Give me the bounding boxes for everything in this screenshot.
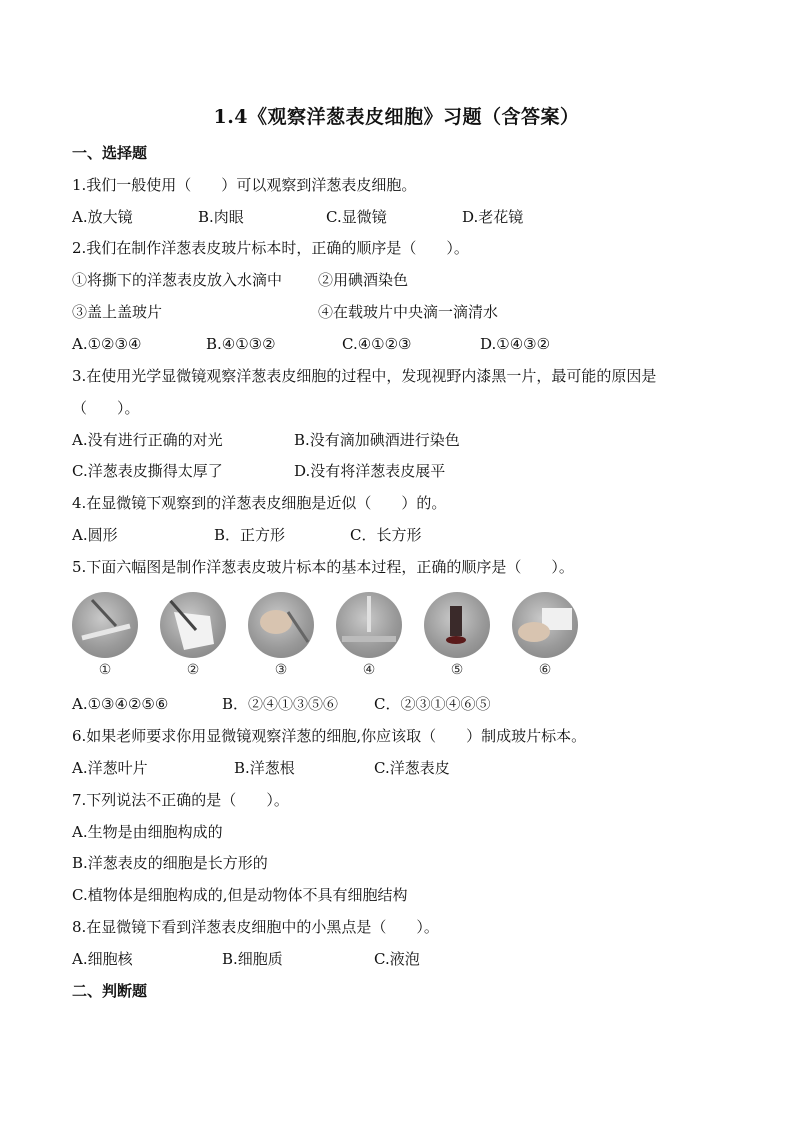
q2-option-a: A.①②③④: [72, 335, 142, 353]
q1-option-d: D.老花镜: [462, 208, 524, 226]
question-3-stem: 3.在使用光学显微镜观察洋葱表皮细胞的过程中，发现视野内漆黑一片，最可能的原因是: [72, 367, 657, 385]
step-photo-5: [424, 592, 490, 658]
q3-option-b: B.没有滴加碘酒进行染色: [294, 431, 460, 449]
step-photo-3: [248, 592, 314, 658]
photo-label-5: ⑤: [450, 662, 464, 678]
q2-option-c: C.④①②③: [342, 335, 412, 353]
question-6-stem: 6.如果老师要求你用显微镜观察洋葱的细胞,你应该取（ ）制成玻片标本。: [72, 727, 587, 745]
question-4-stem: 4.在显微镜下观察到的洋葱表皮细胞是近似（ ）的。: [72, 494, 447, 512]
q4-option-b: B．正方形: [214, 526, 286, 544]
q7-option-b: B.洋葱表皮的细胞是长方形的: [72, 854, 268, 872]
photo-label-6: ⑥: [538, 662, 552, 678]
q5-option-c: C．②③①④⑥⑤: [374, 695, 491, 713]
q1-option-a: A.放大镜: [72, 208, 133, 226]
question-2-stem: 2.我们在制作洋葱表皮玻片标本时，正确的顺序是（ ）。: [72, 239, 469, 257]
q1-option-c: C.显微镜: [326, 208, 387, 226]
photo-label-1: ①: [98, 662, 112, 678]
photo-label-4: ④: [362, 662, 376, 678]
page-title: 1.4《观察洋葱表皮细胞》习题（含答案）: [213, 106, 580, 128]
step-photo-4: [336, 592, 402, 658]
question-7-stem: 7.下列说法不正确的是（ ）。: [72, 791, 289, 809]
q8-option-b: B.细胞质: [222, 950, 283, 968]
q5-option-b: B．②④①③⑤⑥: [222, 695, 339, 713]
q6-option-b: B.洋葱根: [234, 759, 295, 777]
q2-step-1: ①将撕下的洋葱表皮放入水滴中: [72, 271, 283, 289]
question-8-stem: 8.在显微镜下看到洋葱表皮细胞中的小黑点是（ ）。: [72, 918, 439, 936]
section-heading-choice: 一、选择题: [72, 144, 148, 162]
q1-option-b: B.肉眼: [198, 208, 244, 226]
q2-step-4: ④在载玻片中央滴一滴清水: [318, 303, 499, 321]
q3-option-a: A.没有进行正确的对光: [72, 431, 223, 449]
question-5-stem: 5.下面六幅图是制作洋葱表皮玻片标本的基本过程，正确的顺序是（ ）。: [72, 558, 574, 576]
step-photo-1: [72, 592, 138, 658]
q7-option-a: A.生物是由细胞构成的: [72, 823, 223, 841]
photo-label-2: ②: [186, 662, 200, 678]
q2-option-b: B.④①③②: [206, 335, 276, 353]
q3-option-d: D.没有将洋葱表皮展平: [294, 462, 446, 480]
q6-option-c: C.洋葱表皮: [374, 759, 450, 777]
q3-option-c: C.洋葱表皮撕得太厚了: [72, 462, 223, 480]
q6-option-a: A.洋葱叶片: [72, 759, 148, 777]
q8-option-c: C.液泡: [374, 950, 420, 968]
q2-option-d: D.①④③②: [480, 335, 551, 353]
q2-step-3: ③盖上盖玻片: [72, 303, 163, 321]
q4-option-c: C．长方形: [350, 526, 422, 544]
question-3-stem-cont: （ ）。: [72, 399, 140, 417]
question-1-stem: 1.我们一般使用（ ）可以观察到洋葱表皮细胞。: [72, 176, 417, 194]
step-photo-2: [160, 592, 226, 658]
photo-label-3: ③: [274, 662, 288, 678]
q5-option-a: A.①③④②⑤⑥: [72, 695, 169, 713]
q7-option-c: C.植物体是细胞构成的,但是动物体不具有细胞结构: [72, 886, 408, 904]
q4-option-a: A.圆形: [72, 526, 118, 544]
section-heading-judgement: 二、判断题: [72, 982, 148, 1000]
q8-option-a: A.细胞核: [72, 950, 133, 968]
q2-step-2: ②用碘酒染色: [318, 271, 409, 289]
step-photo-6: [512, 592, 578, 658]
